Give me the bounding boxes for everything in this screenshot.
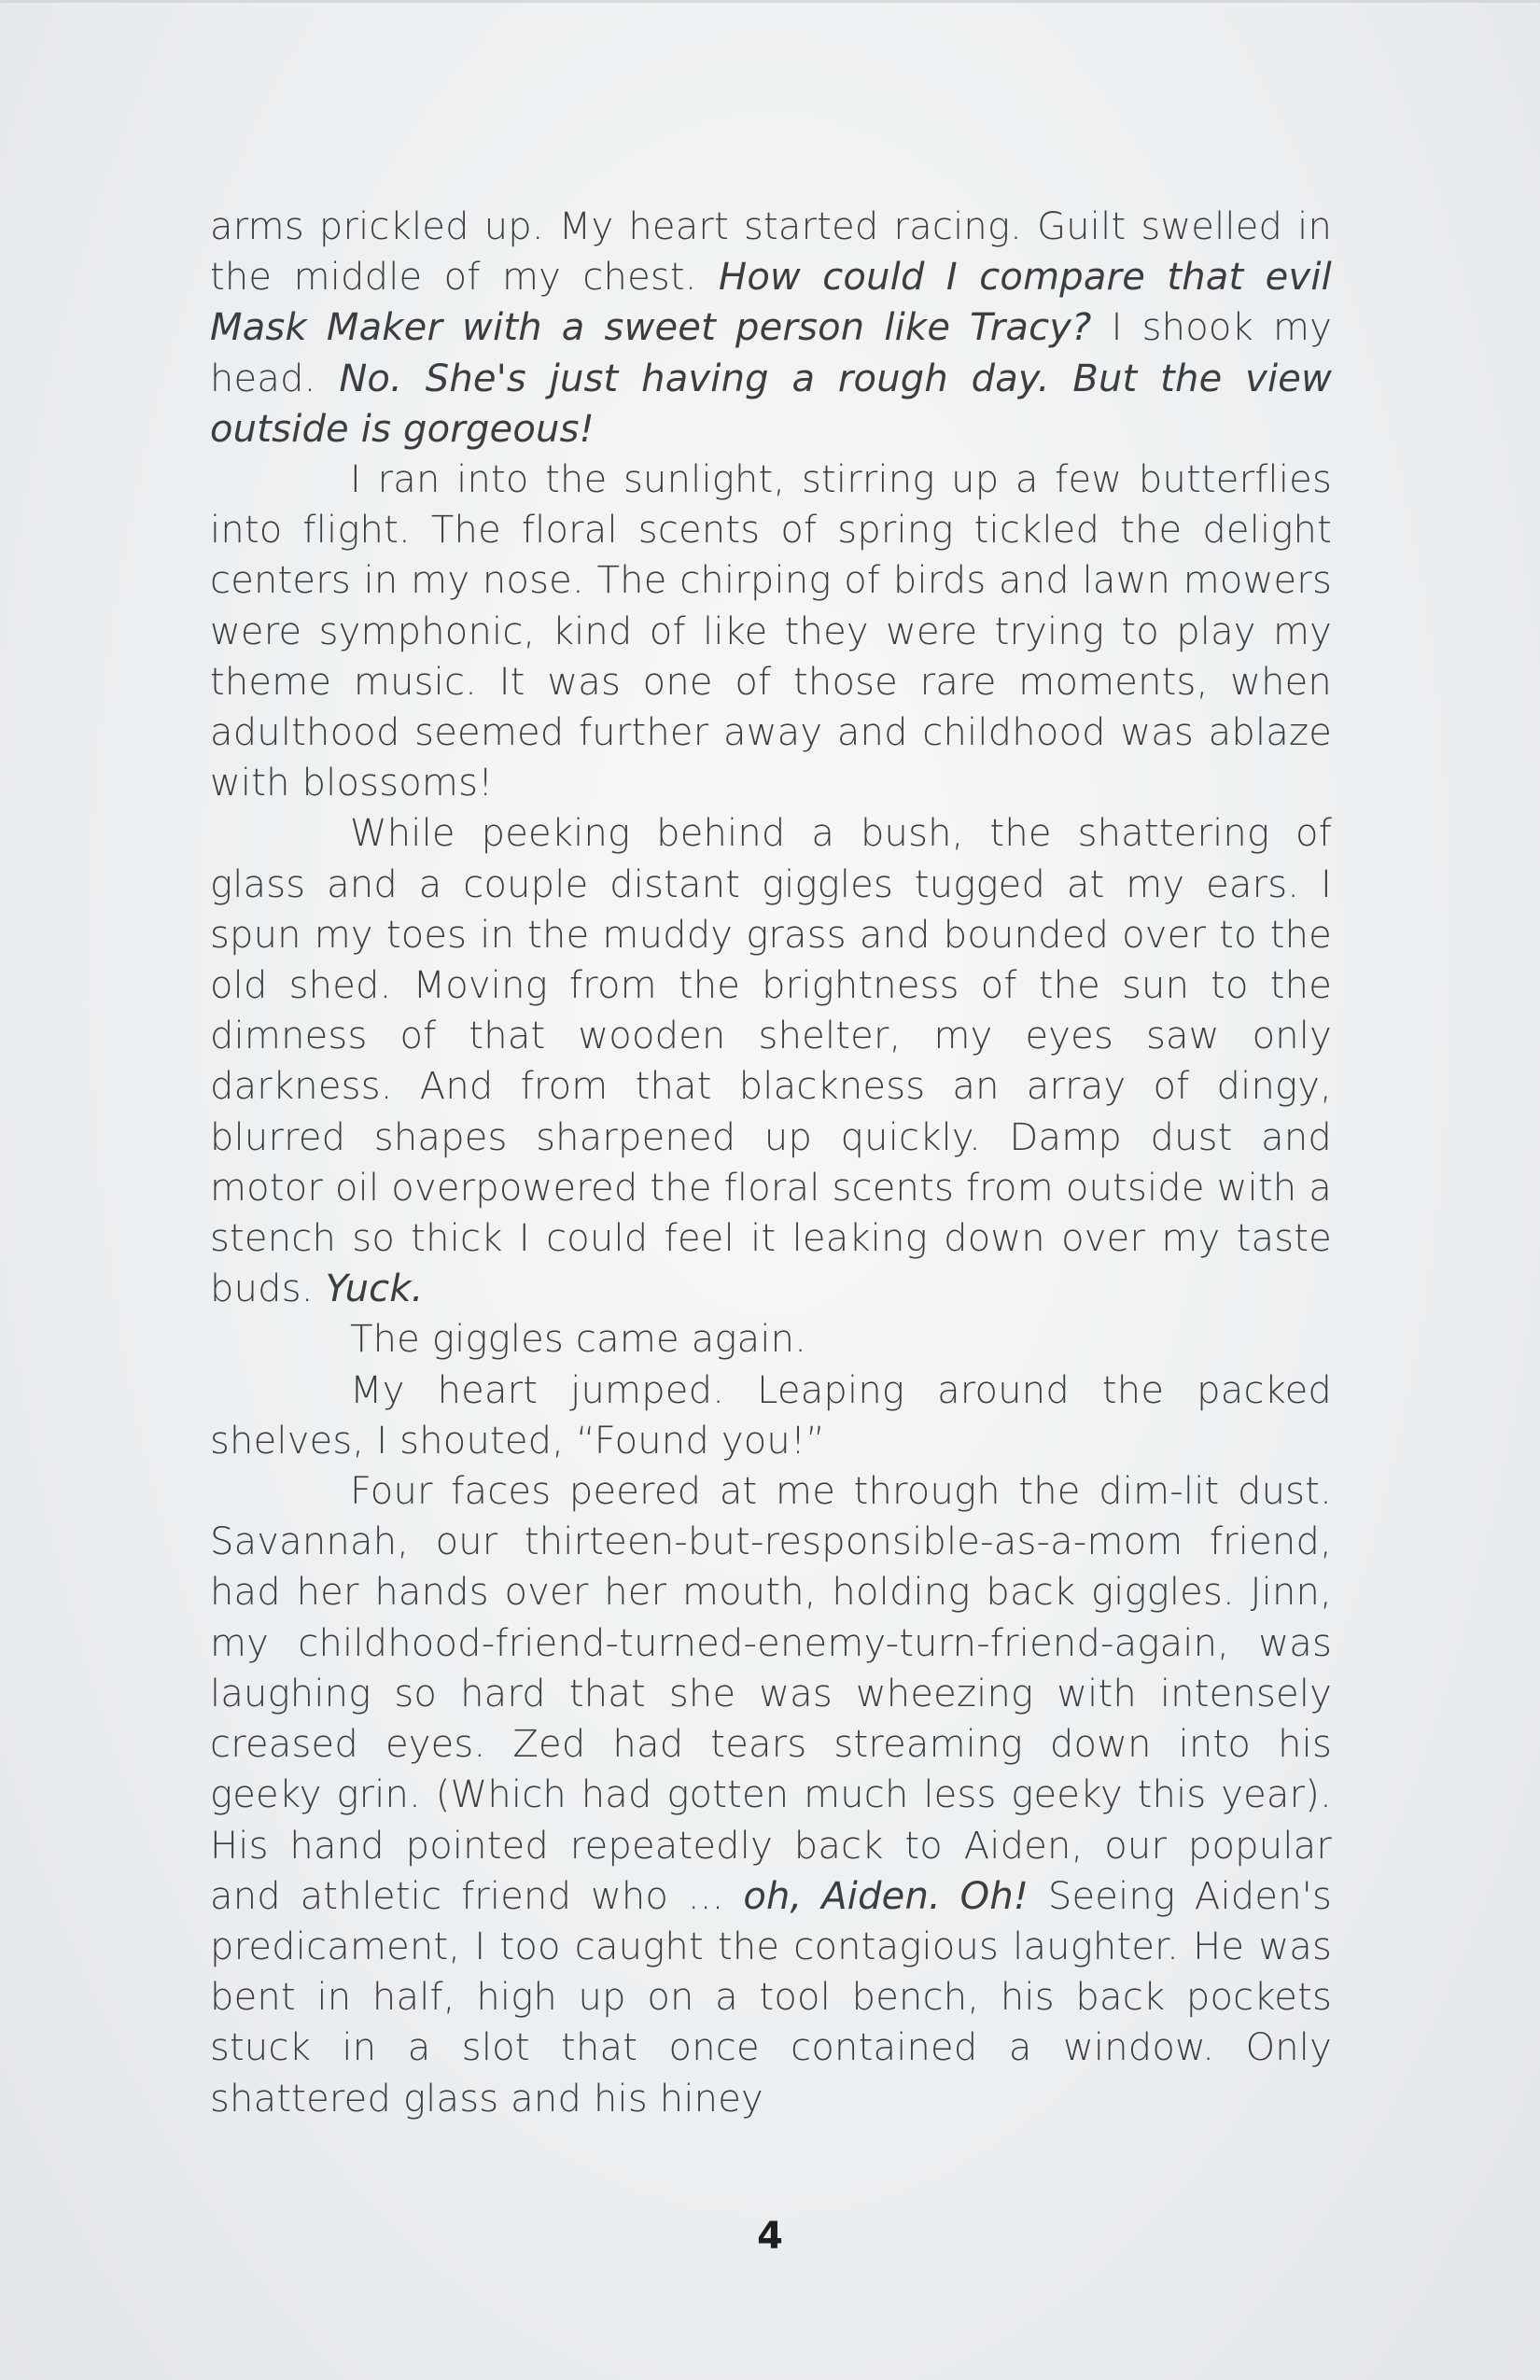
text-run: My heart jumped. Leaping around the packed shelves, I shouted, “Found you!” xyxy=(210,1368,1332,1463)
body-text xyxy=(210,202,1332,2124)
text-run: I ran into the sunlight, stirring up a few butterflies into flight. The floral scents of spring tickled the delight centers in my nose. The chirping of birds and lawn mowers were symphonic, kind of like they were trying to play my theme music. It was one of those rare moments, when adulthood seemed further away and childhood was ablaze with blossoms! xyxy=(210,458,1332,805)
paragraph xyxy=(210,1314,1332,1365)
italic-text: How could I compare that evil Mask Maker with a sweet person like Tracy? xyxy=(210,256,1332,350)
paragraph xyxy=(210,202,1332,455)
text-run: I shook my head. xyxy=(210,306,1332,400)
text-run: Seeing Aiden's predicament, I too caught the contagious laughter. He was bent in half, high up on a tool bench, his back pockets stuck in a slot that once contained a window. Only shattered glass and his hiney xyxy=(210,1874,1332,2121)
text-run: arms prickled up. My heart started racing. Guilt swelled in the middle of my chest. xyxy=(210,205,1332,300)
paragraph xyxy=(210,1466,1332,2124)
italic-text: oh, Aiden. Oh! xyxy=(743,1874,1029,1918)
text-run: The giggles came again. xyxy=(350,1318,807,1362)
paragraph xyxy=(210,808,1332,1314)
italic-text: Yuck. xyxy=(325,1267,424,1311)
page-number: 4 xyxy=(757,2215,783,2258)
italic-text: No. She's just having a rough day. But the view outside is gorgeous! xyxy=(210,357,1333,451)
paragraph xyxy=(210,1365,1332,1466)
paragraph xyxy=(210,455,1332,808)
text-run: While peeking behind a bush, the shattering of glass and a couple distant giggles tugged at my ears. I spun my toes in the muddy grass and bounded over to the old shed. Moving from the brightness of the sun to the dimness of that wooden shelter, my eyes saw only darkness. And from that blackness an array of dingy, blurred shapes sharpened up quickly. Damp dust and motor oil overpowered the floral scents from outside with a stench so thick I could feel it leaking down over my taste buds. xyxy=(210,812,1332,1311)
text-run: Four faces peered at me through the dim-lit dust. Savannah, our thirteen-but-responsible-as-a-mom friend, had her hands over her mouth, holding back giggles. Jinn, my childhood-friend-turned-enemy-turn-friend-again, was laughing so hard that she was wheezing with intensely creased eyes. Zed had tears streaming down into his geeky grin. (Which had gotten much less geeky this year). His hand pointed repeatedly back to Aiden, our popular and athletic friend who ... xyxy=(210,1470,1332,1918)
